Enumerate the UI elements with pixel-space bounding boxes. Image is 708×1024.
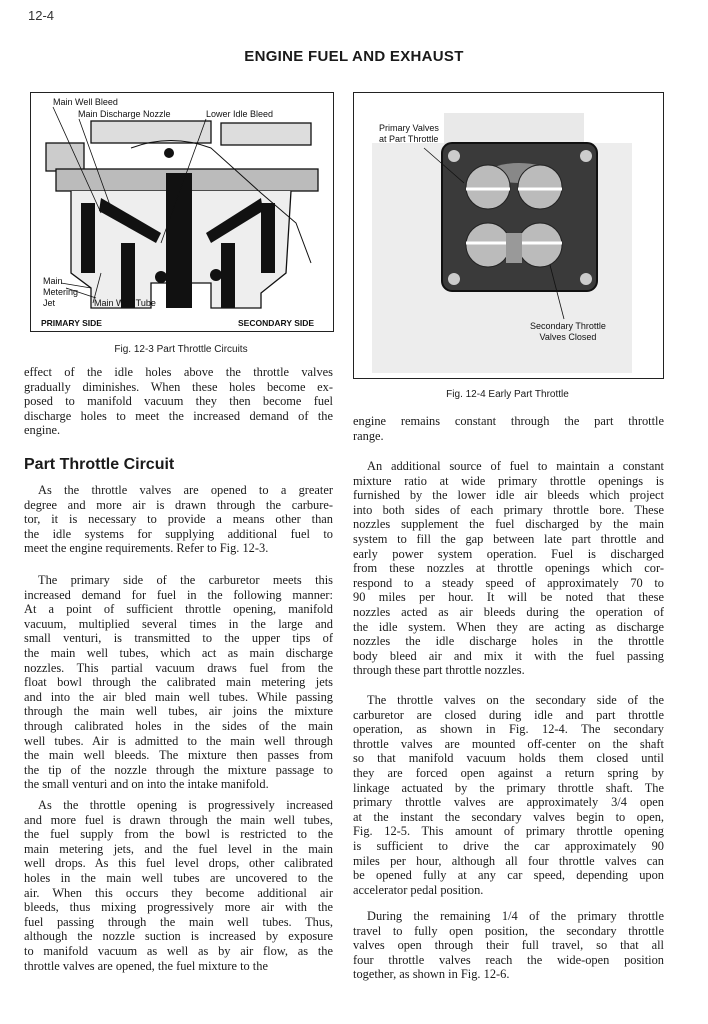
text-line: so that manifold vacuum holds them closed until — [353, 751, 664, 766]
text-line: accelerator pedal position. — [353, 882, 484, 897]
text-line: nozzles the idle discharge holes in the throttle — [353, 634, 664, 649]
text-line: primary throttle valves are approximately 3/4 open — [353, 795, 664, 810]
page-title: ENGINE FUEL AND EXHAUST — [244, 48, 464, 65]
text-line: well drops. As this fuel level drops, other calibrated — [24, 856, 333, 871]
text-line: the fuel supply from the bowl is restricted to the — [24, 827, 333, 842]
text-line: carburetor are closed during idle and part throttle — [353, 707, 664, 722]
label-secondary-side: SECONDARY SIDE — [238, 318, 315, 328]
text-line: the idle system. When they are acting as discharge — [353, 619, 664, 634]
text-line: main metering jets, and the fuel level in the main — [24, 841, 333, 856]
text-line: is sufficient to drive the car approximately 90 — [353, 838, 664, 853]
text-line: range. — [353, 428, 384, 443]
section-heading: Part Throttle Circuit — [24, 456, 175, 473]
text-line: through these part throttle nozzles. — [353, 663, 525, 678]
text-line: gradually diminishes. When these holes become ex- — [24, 379, 333, 394]
paragraph — [24, 365, 333, 438]
label-main-well-bleed: Main Well Bleed — [53, 97, 118, 107]
figure-12-3 — [30, 92, 334, 332]
text-line: An additional source of fuel to maintain a constant — [367, 459, 664, 473]
text-line: although the nozzle suction is increased by exposure — [24, 929, 333, 944]
text-line: degree and more air is drawn through the carbure- — [24, 497, 333, 512]
label-main-discharge-nozzle: Main Discharge Nozzle — [78, 109, 171, 119]
text-line: valves open through their full travel, so that all — [353, 938, 664, 953]
text-line: fuel passing through the main well tubes. Thus, — [24, 914, 333, 929]
label-main-metering-jet — [43, 276, 78, 309]
text-line: engine remains constant through the part throttle — [353, 414, 664, 428]
text-line: The throttle valves on the secondary side of the — [367, 693, 664, 707]
text-line: respond to a steady speed of approximately 70 to — [353, 575, 664, 590]
text-line: body bleed air and mix it with the fuel passing — [353, 648, 664, 663]
text-line: linkage actuated by the primary throttle shaft. The — [353, 780, 664, 795]
paragraph — [24, 798, 333, 973]
text-line: bleeds, thus mixing progressively more air with the — [24, 900, 333, 915]
label-line: Main — [43, 276, 63, 286]
text-line: travel to fully open position, the secondary throttle — [353, 923, 664, 938]
paragraph — [353, 909, 664, 982]
paragraph — [353, 693, 664, 897]
label-main-well-tube: Main Well Tube — [94, 298, 156, 308]
text-line: to manifold vacuum as well as by air flow, as the — [24, 943, 333, 958]
figure-12-4-caption: Fig. 12-4 Early Part Throttle — [446, 389, 569, 400]
text-line: four throttle valves reach the wide-open position — [353, 952, 664, 967]
text-line: effect of the idle holes above the throttle valves — [24, 365, 333, 379]
page-number: 12-4 — [28, 8, 55, 23]
label-line: Valves Closed — [539, 332, 597, 342]
text-line: through the main well tubes, air joins the mixture — [24, 704, 333, 719]
label-line: at Part Throttle — [379, 134, 439, 144]
paragraph — [353, 414, 664, 443]
text-line: 90 miles per hour. It will be noted that these — [353, 590, 664, 605]
label-line: Secondary Throttle — [530, 321, 606, 331]
text-line: through calibrated holes in the sides of the main — [24, 718, 333, 733]
text-line: at the instant the secondary valves begin to open, — [353, 809, 664, 824]
text-line: small venturi, is transmitted to the upper tips of — [24, 631, 333, 646]
text-line: Fig. 12-5. This amount of primary throttle opening — [353, 824, 664, 839]
figure-12-3-caption: Fig. 12-3 Part Throttle Circuits — [114, 344, 248, 355]
text-line: the small venturi and on into the intake manifold. — [24, 777, 269, 792]
text-line: As the throttle valves are opened to a greater — [38, 483, 333, 497]
text-line: During the remaining 1/4 of the primary throttle — [367, 909, 664, 923]
text-line: nozzles acted as air bleeds during the operation of — [353, 604, 664, 619]
text-line: furnished by the lower idle air bleeds which project — [353, 488, 664, 503]
text-line: system to fill the gap between late part throttle and — [353, 531, 664, 546]
text-line: holes in the main well tubes are uncovered to the — [24, 870, 333, 885]
text-line: posed to manifold vacuum they then become fuel — [24, 394, 333, 409]
text-line: discharge holes to meet the increased demand of the — [24, 408, 333, 423]
figure-12-4 — [353, 92, 664, 379]
text-line: and into the air bled main well tubes. While passing — [24, 689, 333, 704]
text-line: At a point of sufficient throttle opening, manifold — [24, 602, 333, 617]
text-line: The primary side of the carburetor meets this — [38, 573, 333, 587]
text-line: together, as shown in Fig. 12-6. — [353, 967, 510, 982]
label-lower-idle-bleed: Lower Idle Bleed — [206, 109, 274, 119]
paragraph — [24, 483, 333, 556]
text-line: air. When this occurs they become additional air — [24, 885, 333, 900]
text-line: miles per hour, although all four throttle valves can — [353, 853, 664, 868]
label-line: Jet — [43, 298, 56, 308]
text-line: mixture ratio at wide primary throttle openings is — [353, 473, 664, 488]
label-secondary-valves — [530, 321, 606, 343]
text-line: they are forced open against a return spring by — [353, 765, 664, 780]
text-line: nozzles supplement the fuel discharged by the main — [353, 517, 664, 532]
text-line: and more fuel is drawn through the main well tubes, — [24, 812, 333, 827]
text-line: increased demand for fuel in the following manner: — [24, 587, 333, 602]
text-line: vacuum, multiplied several times in the large and — [24, 616, 333, 631]
text-line: engine. — [24, 423, 61, 438]
text-line: into both sides of each primary throttle bore. These — [353, 502, 664, 517]
text-line: from these nozzles at throttle openings which cor- — [353, 561, 664, 576]
paragraph — [24, 573, 333, 792]
text-line: well tubes. Air is admitted to the main well through — [24, 733, 333, 748]
text-line: operation, as shown in Fig. 12-4. The secondary — [353, 722, 664, 737]
paragraph — [353, 459, 664, 678]
label-line: Primary Valves — [379, 123, 439, 133]
text-line: early power system operation. Fuel is discharged — [353, 546, 664, 561]
label-primary-side: PRIMARY SIDE — [41, 318, 102, 328]
text-line: throttle valves are mounted off-center on the shaft — [353, 736, 664, 751]
text-line: tor, it is necessary to provide a means other than — [24, 512, 333, 527]
text-line: nozzles. This partial vacuum draws fuel from the — [24, 660, 333, 675]
text-line: meet the engine requirements. Refer to Fig. 12-3. — [24, 541, 269, 556]
label-line: Metering — [43, 287, 79, 297]
text-line: throttle valves are opened, the fuel mixture to the — [24, 958, 268, 973]
text-line: be opened fully at any car speed, depending upon — [353, 868, 664, 883]
text-line: float bowl through the calibrated main metering jets — [24, 675, 333, 690]
label-primary-valves — [379, 123, 439, 145]
text-line: As the throttle opening is progressively increased — [38, 798, 333, 812]
text-line: the idle systems for supplying additional fuel to — [24, 526, 333, 541]
text-line: the main well tubes, which act as main discharge — [24, 645, 333, 660]
text-line: the tip of the nozzle through the mixture passage to — [24, 762, 333, 777]
text-line: the main well bleeds. The mixture then passes from — [24, 748, 333, 763]
